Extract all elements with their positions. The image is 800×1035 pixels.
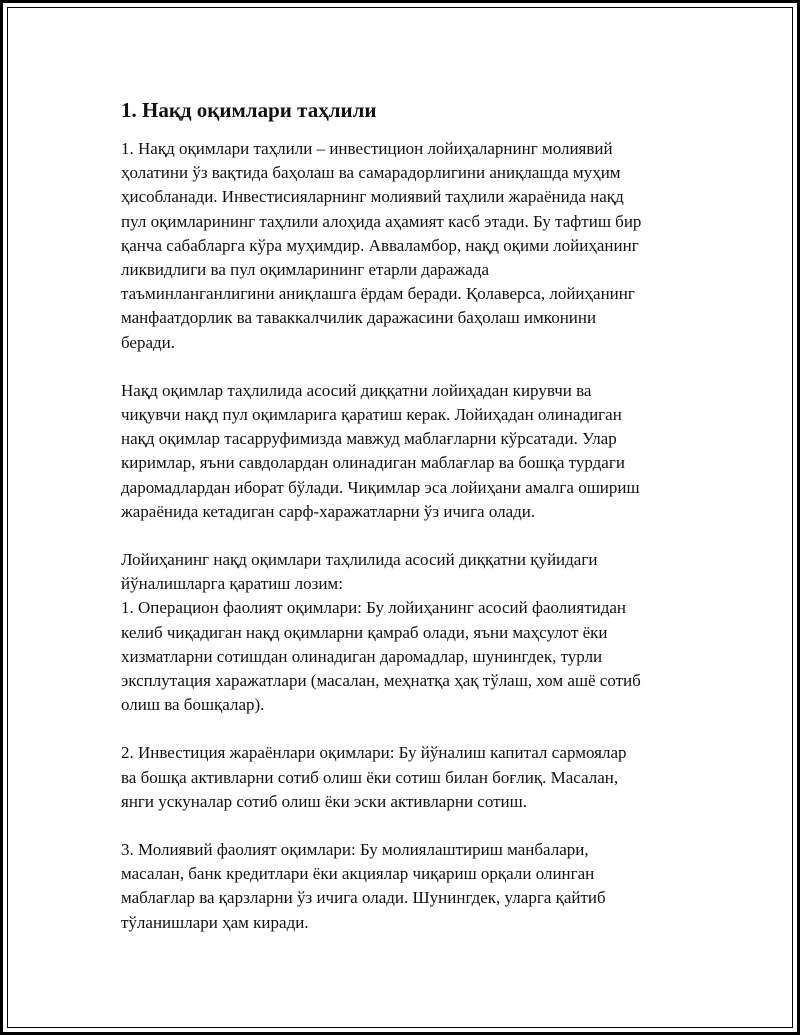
paragraph-directions: Лойиҳанинг нақд оқимлари таҳлилида асосий диққатни қуйидаги йўналишларга қаратиш лозим: 1. Операцион фаолият оқимлари: Бу лойиҳанинг асосий фаолиятидан келиб чиқадиган нақд оқимларни қамраб олади, яъни маҳсулот ёки хизматларни сотишдан олинадиган даромадлар, шунингдек, турли эксплутация харажатлари (масалан, меҳнатқа ҳақ тўлаш, хом ашё сотиб олиш ва бошқалар). — [121, 550, 641, 715]
paragraph-investment-flows: 2. Инвестиция жараёнлари оқимлари: Бу йўналиш капитал сармоялар ва бошқа активларни сотиб олиш ёки сотиш билан боғлиқ. Масалан, янги ускуналар сотиб олиш ёки эски активларни сотиш. — [121, 743, 627, 811]
document-body — [121, 96, 721, 935]
section-heading: 1. Нақд оқимлари таҳлили — [121, 98, 377, 122]
paragraph-financial-flows: 3. Молиявий фаолият оқимлари: Бу молиялаштириш манбалари, масалан, банк кредитлари ёки акциялар чиқариш орқали олинган маблағлар ва қарзларни ўз ичига олади. Шунингдек, уларга қайтиб тўланишлари ҳам киради. — [121, 840, 606, 932]
paragraph-cash-flows: Нақд оқимлар таҳлилида асосий диққатни лойиҳадан кирувчи ва чиқувчи нақд пул оқимларига қаратиш керак. Лойиҳадан олинадиган нақд оқимлар тасарруфимизда мавжуд маблағларни кўрсатади. Улар киримлар, яъни савдолардан олинадиган маблағлар ва бошқа турдаги даромадлардан иборат бўлади. Чиқимлар эса лойиҳани амалга ошириш жараёнида кетадиган сарф-харажатларни ўз ичига олади. — [121, 380, 640, 521]
paragraph-intro: 1. Нақд оқимлари таҳлили – инвестицион лойиҳаларнинг молиявий ҳолатини ўз вақтида баҳолаш ва самарадорлигини аниқлашда муҳим ҳисобланади. Инвестисияларнинг молиявий таҳлили жараёнида нақд пул оқимларининг таҳлили алоҳида аҳамият касб этади. Бу тафтиш бир қанча сабабларга кўра муҳимдир. Авваламбор, нақд оқими лойиҳанинг ликвидлиги ва пул оқимларининг етарли даражада таъминланганлигини аниқлашга ёрдам беради. Қолаверса, лойиҳанинг манфаатдорлик ва таваккалчилик даражасини баҳолаш имконини беради. — [121, 139, 642, 352]
